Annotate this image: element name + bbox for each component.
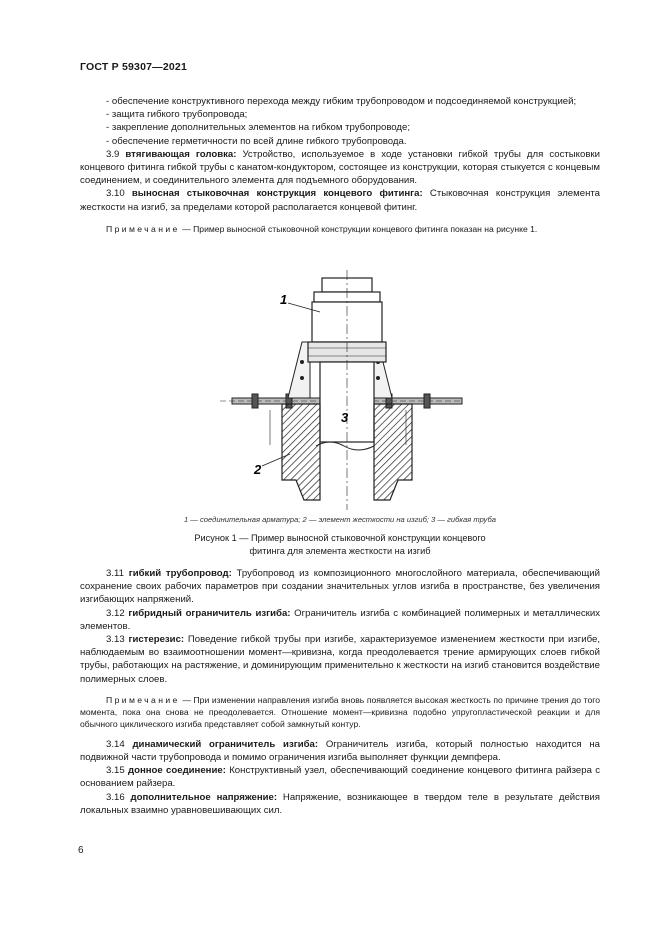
text-block-bottom — [80, 567, 600, 817]
definition-3-14: 3.14 динамический ограничитель изгиба: Ограничитель изгиба, который полностью находится на подвижной части трубопровода и помимо ограничения изгиба выполняет функции демпфера. — [80, 738, 600, 764]
term: динамический ограничитель изгиба: — [132, 738, 319, 750]
term: гибридный ограничитель изгиба: — [128, 607, 291, 619]
callout-2: 2 — [254, 462, 262, 477]
page-number: 6 — [78, 845, 84, 856]
definition-3-9: 3.9 втягивающая головка: Устройство, используемое в ходе установки гибкой трубы для состыковки концевого фитинга гибкой трубы с канатом-кондуктором, состоящее из конструкции, которая стыкуется с концевым соединением, и соединительного элемента для подъемного оборудования. — [80, 148, 600, 187]
list-item: - обеспечение конструктивного перехода между гибким трубопроводом и подсоединяемой конструкцией; — [106, 96, 577, 107]
term: дополнительное напряжение: — [130, 791, 278, 803]
note-label: Примечание — [106, 223, 180, 234]
list-item: - закрепление дополнительных элементов на гибком трубопроводе; — [106, 122, 411, 134]
figure-legend: 1 — соединительная арматура; 2 — элемент жесткости на изгиб; 3 — гибкая труба — [183, 515, 497, 524]
term: выносная стыковочная конструкция концевого фитинга: — [131, 188, 423, 200]
callout-3: 3 — [341, 410, 349, 425]
list-item: - защита гибкого трубопровода; — [106, 109, 248, 121]
list-item: - обеспечение герметичности по всей длине гибкого трубопровода. — [106, 135, 407, 147]
term: гибкий трубопровод: — [128, 568, 232, 579]
term: втягивающая головка: — [125, 148, 237, 160]
document-header: ГОСТ Р 59307—2021 — [80, 61, 188, 73]
term: донное соединение: — [128, 765, 226, 777]
term: гистерезис: — [128, 634, 185, 646]
text-block-top — [80, 95, 600, 235]
definition-3-16: 3.16 дополнительное напряжение: Напряжение, возникающее в твердом теле в результате действия локальных взаимно уравновешивающих сил. — [80, 791, 600, 816]
figure-caption: Рисунок 1 — Пример выносной стыковочной конструкции концевого фитинга для элемента жесткости на изгиб — [194, 533, 486, 556]
definition-3-15: 3.15 донное соединение: Конструктивный узел, обеспечивающий соединение концевого фитинга райзера с основанием райзера. — [80, 765, 600, 790]
definition-3-13: 3.13 гистерезис: Поведение гибкой трубы при изгибе, характеризуемое изменением жесткости при изгибе, наблюдаемым во взаимоотношении момент—кривизна, когда преодолевается трение армирующих слоев гибкой трубы, работающих на растяжение, и доминирующим применительно к жесткости на изгиб становится воздействие полимерных слоев. — [80, 634, 600, 685]
definition-3-11: 3.11 гибкий трубопровод: Трубопровод из композиционного многослойного материала, обеспечивающий сохранение своих рабочих параметров при создании значительных углов изгиба в пространстве, без увеличения изгибающих напряжений. — [80, 568, 600, 606]
note-label: Примечание — [106, 694, 180, 705]
definition-3-10: 3.10 выносная стыковочная конструкция концевого фитинга: Стыковочная конструкция элемента жесткости на изгиб, за пределами которой располагается концевой фитинг. — [80, 188, 600, 213]
figure-drawing — [210, 270, 470, 515]
note: Примечание — При изменении направления изгиба вновь появляется высокая жесткость по причине трения до того момента, пока она снова не преодолевается. Отношение момент—кривизна подобно упругопластической реакции и для обычного циклического изгиба представляет собой замкнутый контур. — [80, 694, 600, 729]
definition-3-12: 3.12 гибридный ограничитель изгиба: Ограничитель изгиба с комбинацией полимерных и металлических элементов. — [80, 607, 601, 632]
note: Примечание — Пример выносной стыковочной конструкции концевого фитинга показан на рисунке 1. — [106, 223, 538, 234]
callout-1: 1 — [280, 292, 288, 307]
